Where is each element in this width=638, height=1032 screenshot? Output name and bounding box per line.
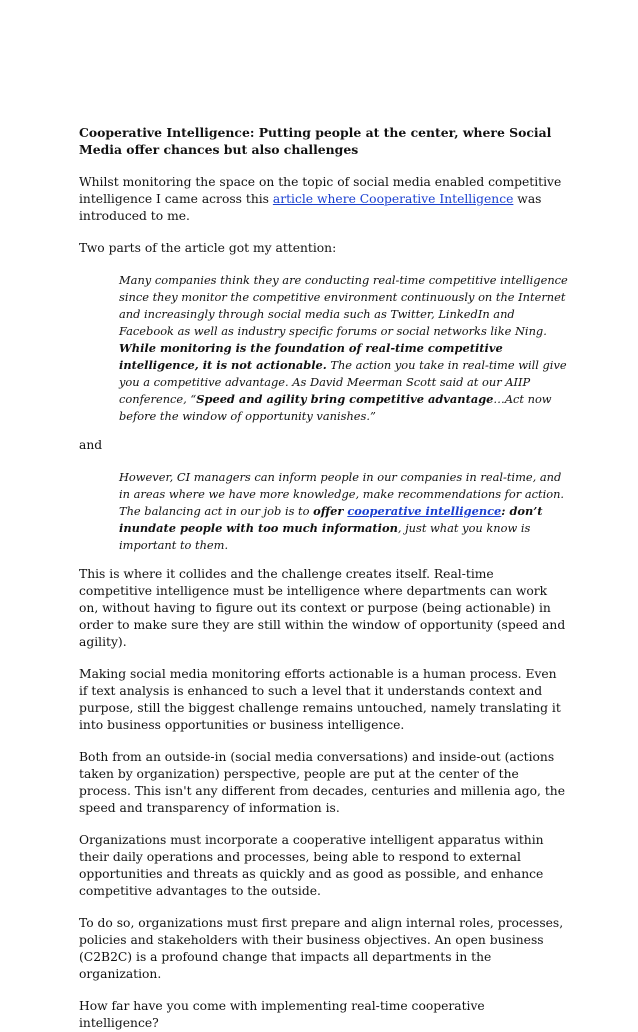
quote2-text-2: , just what you know is important to them. <box>119 521 531 552</box>
body-paragraph: Both from an outside-in (social media conversations) and inside-out (actions taken by organization) perspective, people are put at the center of the process. This isn't any different from decades, centuries and millenia ago, the speed and transparency of information is. <box>79 750 565 815</box>
intro-text-before: Whilst monitoring the space on the topic of social media enabled competitive intelligence I came across this <box>79 175 562 206</box>
body-paragraph: Organizations must incorporate a cooperative intelligent apparatus within their daily operations and processes, being able to respond to external opportunities and threats as quickly and as good as possible, and enhance competitive advantages to the outside. <box>79 833 544 898</box>
quote1-text-3: …Act now before the window of opportunity vanishes.” <box>119 392 552 423</box>
body-paragraph: To do so, organizations must first prepare and align internal roles, processes, policies and stakeholders with their business objectives. An open business (C2B2C) is a profound change that impacts all departments in the organization. <box>79 916 564 981</box>
quote2-bold-2: : don’t inundate people with too much information <box>119 504 543 535</box>
body-paragraph: This is where it collides and the challenge creates itself. Real-time competitive intelligence must be intelligence where departments can work on, without having to figure out its context or purpose (being actionable) in order to make sure they are still within the window of opportunity (speed and agility). <box>79 567 566 649</box>
quote1-bold-1: While monitoring is the foundation of real-time competitive intelligence, it is not actionable. <box>119 341 503 372</box>
and-paragraph: and <box>79 438 103 452</box>
intro-text-after: was introduced to me. <box>79 192 542 223</box>
quote1-text-2: The action you take in real-time will give you a competitive advantage. As David Meerman Scott said at our AIIP conference, “ <box>119 358 567 406</box>
quote2-bold-1: offer <box>313 504 348 518</box>
quote1-text-1: Many companies think they are conducting real-time competitive intelligence since they monitor the competitive environment continuously on the Internet and increasingly through social media such as Twitter, LinkedIn and Facebook as well as industry specific forums or social networks like Ning. <box>119 273 568 338</box>
cooperative-intelligence-link[interactable]: cooperative intelligence <box>347 504 502 518</box>
quote2-text-1: However, CI managers can inform people in our companies in real-time, and in areas where we have more knowledge, make recommendations for action. The balancing act in our job is to <box>119 470 565 518</box>
body-paragraph: Making social media monitoring efforts actionable is a human process. Even if text analysis is enhanced to such a level that it understands context and purpose, still the biggest challenge remains untouched, namely translating it into business opportunities or business intelligence. <box>79 667 561 732</box>
intro-paragraph <box>79 174 568 225</box>
quote1-bold-2: Speed and agility bring competitive advantage <box>196 392 494 406</box>
article-link[interactable]: article where Cooperative Intelligence <box>272 192 514 206</box>
closing-question: How far have you come with implementing real-time cooperative intelligence? <box>79 999 485 1030</box>
article-title: Cooperative Intelligence: Putting people at the center, where Social Media offer chances but also challenges <box>79 125 552 157</box>
two-parts-paragraph: Two parts of the article got my attention: <box>79 241 337 255</box>
quote-block-2 <box>119 469 568 554</box>
quote-block-1 <box>119 272 568 425</box>
